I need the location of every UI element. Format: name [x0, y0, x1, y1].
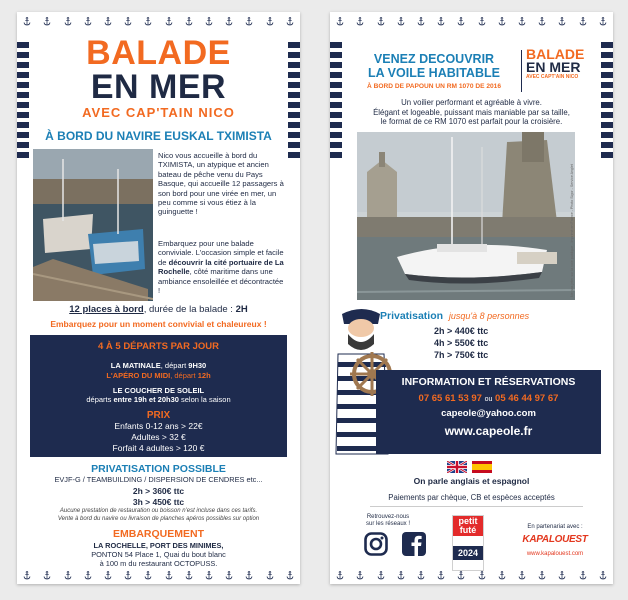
languages: On parle anglais et espagnol	[413, 476, 530, 486]
anchor-icon	[498, 571, 506, 580]
anchor-icon	[599, 17, 607, 26]
anchor-icon	[336, 571, 344, 580]
price-children: Enfants 0-12 ans > 22€	[114, 421, 203, 431]
sailboat-photo	[357, 132, 575, 300]
partner-logo: KAPALOUEST	[522, 534, 588, 545]
payments: Paiements par chèque, CB et espèces acceptés	[388, 493, 555, 502]
phone-2[interactable]: 05 46 44 97 67	[495, 393, 559, 404]
anchor-border-bottom	[330, 569, 613, 581]
anchor-icon	[377, 17, 385, 26]
spain-flag-icon	[472, 460, 492, 472]
anchor-icon	[104, 571, 112, 580]
matinale-line: LA MATINALE, départ 9H30	[110, 361, 207, 370]
divider	[370, 506, 583, 507]
places-line: 12 places à bord, durée de la balade : 2H	[69, 304, 248, 315]
legal-side-note: Ne pas jeter sur la voie publique - Imprimé en France - Photo Sigor - Service Anglet	[570, 164, 574, 297]
privatisation-title: PRIVATISATION POSSIBLE	[91, 463, 226, 475]
prix-title: PRIX	[146, 410, 171, 421]
anchor-icon	[165, 571, 173, 580]
email-link[interactable]: capeole@yahoo.com	[441, 408, 536, 419]
anchor-icon	[23, 571, 31, 580]
anchor-icon	[64, 571, 72, 580]
priv-price-2h: 2h > 440€ ttc	[434, 326, 489, 336]
stripes-left	[17, 42, 29, 162]
anchor-icon	[266, 17, 274, 26]
info-box	[376, 370, 601, 454]
anchor-icon	[558, 571, 566, 580]
anchor-icon	[266, 571, 274, 580]
boat-description: Un voilier performant et agréable à vivre. Élégant et logeable, puissant mais maniable par sa taille, le format de ce RM 1070 est parfait pour la croisière.	[373, 98, 570, 127]
embarquement-title: EMBARQUEMENT	[113, 528, 204, 540]
priv-price-2h: 2h > 360€ ttc	[132, 486, 185, 496]
social-text: Retrouvez-nous sur les réseaux !	[365, 514, 411, 527]
anchor-icon	[356, 17, 364, 26]
petit-fute-badge	[452, 515, 484, 571]
headline: VENEZ DECOUVRIR LA VOILE HABITABLE	[368, 52, 500, 80]
anchor-icon	[64, 17, 72, 26]
stripes-right	[288, 42, 300, 162]
priv-price-4h: 4h > 550€ ttc	[434, 338, 489, 348]
anchor-icon	[437, 17, 445, 26]
anchor-icon	[225, 571, 233, 580]
phones: 07 65 61 53 97 ou 05 46 44 97 67	[418, 393, 559, 404]
anchor-icon	[124, 17, 132, 26]
price-adults: Adultes > 32 €	[131, 432, 186, 442]
anchor-icon	[225, 17, 233, 26]
priv-price-3h: 3h > 450€ ttc	[132, 496, 185, 507]
anchor-icon	[205, 17, 213, 26]
anchor-icon	[437, 571, 445, 580]
logo-mini: BALADE EN MER AVEC CAPT'AIN NICO	[526, 46, 585, 80]
coucher-label: LE COUCHER DE SOLEIL	[112, 386, 205, 395]
petit-fute-logo: petit futé	[453, 516, 483, 536]
anchor-icon	[286, 17, 294, 26]
anchor-border-bottom	[17, 569, 300, 581]
priv-price-7h: 7h > 750€ ttc	[434, 350, 489, 360]
privatisation-prices	[21, 486, 296, 507]
uk-flag-icon	[447, 460, 467, 472]
headline-divider	[521, 50, 522, 92]
partner-url[interactable]: www.kapalouest.com	[526, 551, 584, 557]
anchor-border-top	[330, 15, 613, 27]
subtitle: AVEC CAP'TAIN NICO	[82, 105, 235, 120]
apero-line: L'APÉRO DU MIDI, départ 12h	[106, 371, 211, 380]
harbor-photo	[33, 149, 153, 301]
left-flyer	[17, 12, 300, 584]
facebook-icon[interactable]	[402, 532, 426, 556]
anchor-icon	[84, 17, 92, 26]
tagline: Embarquez pour un moment convivial et chaleureux !	[50, 319, 267, 329]
departures-box	[30, 335, 287, 457]
anchor-icon	[518, 571, 526, 580]
anchor-icon	[538, 17, 546, 26]
anchor-icon	[245, 571, 253, 580]
anchor-icon	[84, 571, 92, 580]
anchor-icon	[144, 17, 152, 26]
partner-text: En partenariat avec :	[527, 524, 583, 530]
anchor-icon	[185, 571, 193, 580]
ship-title: À BORD DU NAVIRE EUSKAL TXIMISTA	[45, 129, 272, 143]
anchor-icon	[397, 17, 405, 26]
anchor-icon	[478, 571, 486, 580]
website-link[interactable]: www.capeole.fr	[444, 424, 533, 438]
title-line-1: BALADE	[86, 34, 231, 72]
anchor-icon	[245, 17, 253, 26]
anchor-icon	[538, 571, 546, 580]
anchor-icon	[165, 17, 173, 26]
anchor-border-top	[17, 15, 300, 27]
info-title: INFORMATION ET RÉSERVATIONS	[401, 376, 576, 388]
instagram-icon[interactable]	[364, 532, 388, 556]
privatisation-heading: Privatisation jusqu'à 8 personnes	[380, 310, 530, 322]
coucher-line: départs entre 19h et 20h30 selon la saison	[86, 395, 231, 404]
title-line-2: EN MER	[90, 68, 227, 106]
anchor-icon	[205, 571, 213, 580]
privatisation-prices	[434, 325, 564, 361]
price-note: Aucune prestation de restauration ou boisson n'est incluse dans ces tarifs. Vente à bord du navire ou livraison de planches apéros possibles sur option	[57, 508, 260, 522]
anchor-icon	[417, 17, 425, 26]
anchor-icon	[457, 17, 465, 26]
embarquement-address: LA ROCHELLE, PORT DES MINIMES, PONTON 54 Place 1, Quai du bout blanc à 100 m du restaurant OCTOPUSS.	[91, 541, 226, 568]
anchor-icon	[43, 17, 51, 26]
anchor-icon	[124, 571, 132, 580]
anchor-icon	[286, 571, 294, 580]
anchor-icon	[356, 571, 364, 580]
anchor-icon	[23, 17, 31, 26]
anchor-icon	[457, 571, 465, 580]
headline-boat: À BORD DE PAPOUN UN RM 1070 DE 2016	[367, 83, 501, 90]
anchor-icon	[397, 571, 405, 580]
stripes-left	[330, 42, 342, 162]
anchor-icon	[478, 17, 486, 26]
right-flyer	[330, 12, 613, 584]
departs-title: 4 À 5 DÉPARTS PAR JOUR	[97, 341, 220, 352]
price-package: Forfait 4 adultes > 120 €	[112, 443, 205, 453]
intro-paragraph-1: Nico vous accueille à bord du TXIMISTA, un atypique et ancien bateau de pêche venu du Pays Basque, qui accueille 12 passagers à son bord pour une virée en mer, un peu comme si vous étiez à la guinguette !	[158, 151, 284, 217]
intro-paragraph-2: Embarquez pour une balade conviviale. L'occasion simple et facile de découvrir la cité portuaire de La Rochelle, côté maritime dans une ambiance ensoleillée et décontractée !	[158, 239, 284, 296]
anchor-icon	[417, 571, 425, 580]
anchor-icon	[377, 571, 385, 580]
anchor-icon	[558, 17, 566, 26]
petit-fute-year: 2024	[453, 546, 483, 560]
anchor-icon	[185, 17, 193, 26]
anchor-icon	[498, 17, 506, 26]
anchor-icon	[599, 571, 607, 580]
anchor-icon	[579, 571, 587, 580]
anchor-icon	[336, 17, 344, 26]
anchor-icon	[518, 17, 526, 26]
anchor-icon	[144, 571, 152, 580]
anchor-icon	[104, 17, 112, 26]
anchor-icon	[579, 17, 587, 26]
stripes-right	[601, 42, 613, 162]
anchor-icon	[43, 571, 51, 580]
privatisation-subtitle: EVJF-G / TEAMBUILDING / DISPERSION DE CENDRES etc...	[54, 475, 263, 484]
phone-1[interactable]: 07 65 61 53 97	[418, 393, 482, 404]
